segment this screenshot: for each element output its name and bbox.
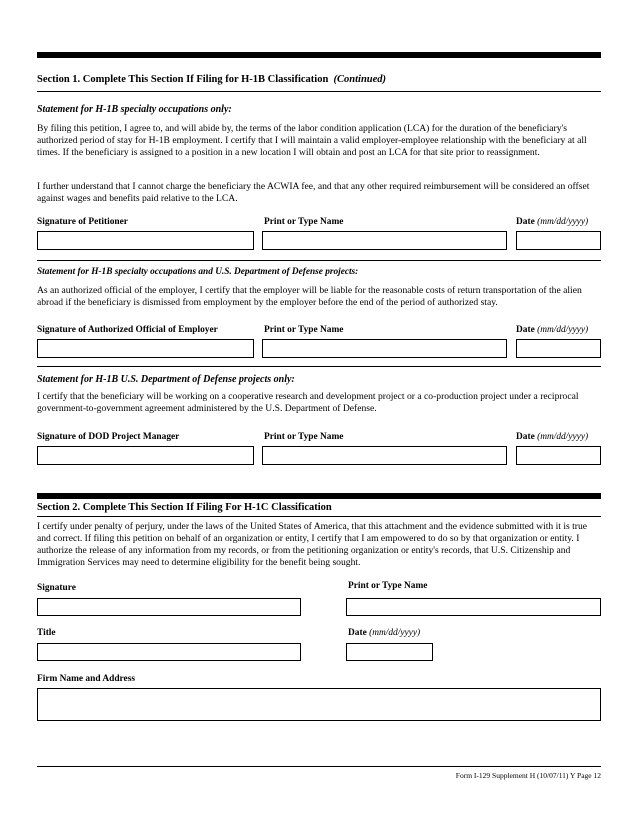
dod-date-field[interactable] (516, 446, 601, 465)
statement3-para: I certify that the beneficiary will be working on a cooperative research and development project or a co-production project under a reciprocal government-to-government agreement administered by the U.S. Department of Defense. (37, 391, 579, 414)
section2-rule (37, 516, 601, 517)
h1c-title-field[interactable] (37, 643, 301, 661)
firm-label: Firm Name and Address (37, 674, 136, 684)
statement1-para2: I further understand that I cannot charge the beneficiary the ACWIA fee, and that any other required reimbursement will be considered an offset against wages and benefits paid relative to the LCA. (37, 181, 590, 204)
h1c-date-label: Date (mm/dd/yyyy) (348, 628, 421, 638)
dod-name-label: Print or Type Name (264, 432, 344, 442)
h1c-signature-field[interactable] (37, 598, 301, 616)
petitioner-name-label: Print or Type Name (264, 217, 344, 227)
h1c-title-label: Title (37, 628, 56, 638)
dod-signature-label: Signature of DOD Project Manager (37, 432, 180, 442)
top-divider (37, 52, 601, 58)
statement2-para: As an authorized official of the employer, I certify that the employer will be liable for the reasonable costs of return transportation of the alien abroad if the beneficiary is dismissed from employment by the employer before the end of the period of authorized stay. (37, 285, 582, 308)
dod-signature-field[interactable] (37, 446, 254, 465)
statement2-rule (37, 366, 601, 367)
statement3-heading: Statement for H-1B U.S. Department of Defense projects only: (37, 374, 295, 385)
dod-date-label: Date (mm/dd/yyyy) (516, 432, 589, 442)
official-signature-field[interactable] (37, 339, 254, 358)
section2-top-divider (37, 493, 601, 499)
petitioner-date-field[interactable] (516, 231, 601, 250)
statement1-heading: Statement for H-1B specialty occupations only: (37, 104, 232, 115)
statement2-heading: Statement for H-1B specialty occupations and U.S. Department of Defense projects: (37, 267, 359, 277)
official-name-label: Print or Type Name (264, 325, 344, 335)
petitioner-signature-field[interactable] (37, 231, 254, 250)
section2-para: I certify under penalty of perjury, under the laws of the United States of America, that this attachment and the evidence submitted with it is true and correct. If filing this petition on behalf of an organization or entity, I certify that I am empowered to do so by that organization or entity. I authorize the release of any information from my records, or from the petitioning organization or entity's records, that U.S. Citizenship and Immigration Services may need to determine eligibility for the benefit being sought. (37, 521, 588, 568)
statement1-para1: By filing this petition, I agree to, and will abide by, the terms of the labor condition application (LCA) for the duration of the beneficiary's authorized period of stay for H-1B employment. I certify that I will maintain a valid employer-employee relationship with the beneficiary at all times. If the beneficiary is assigned to a position in a new location I will obtain and post an LCA for that site prior to reassignment. (37, 123, 587, 158)
official-name-field[interactable] (262, 339, 507, 358)
section1-title: Section 1. Complete This Section If Filing for H-1B Classification (Continued) (37, 74, 387, 85)
petitioner-name-field[interactable] (262, 231, 507, 250)
section1-rule (37, 91, 601, 92)
official-date-label: Date (mm/dd/yyyy) (516, 325, 589, 335)
dod-name-field[interactable] (262, 446, 507, 465)
petitioner-date-label: Date (mm/dd/yyyy) (516, 217, 589, 227)
petitioner-signature-label: Signature of Petitioner (37, 217, 128, 227)
firm-field[interactable] (37, 688, 601, 721)
h1c-signature-label: Signature (37, 583, 76, 593)
official-date-field[interactable] (516, 339, 601, 358)
footer-text: Form I-129 Supplement H (10/07/11) Y Page 12 (455, 771, 601, 780)
h1c-name-field[interactable] (346, 598, 601, 616)
statement1-rule (37, 260, 601, 261)
h1c-name-label: Print or Type Name (348, 581, 428, 591)
official-signature-label: Signature of Authorized Official of Employer (37, 325, 218, 335)
h1c-date-field[interactable] (346, 643, 433, 661)
section2-title: Section 2. Complete This Section If Filing For H-1C Classification (37, 502, 332, 513)
footer-rule (37, 766, 601, 767)
